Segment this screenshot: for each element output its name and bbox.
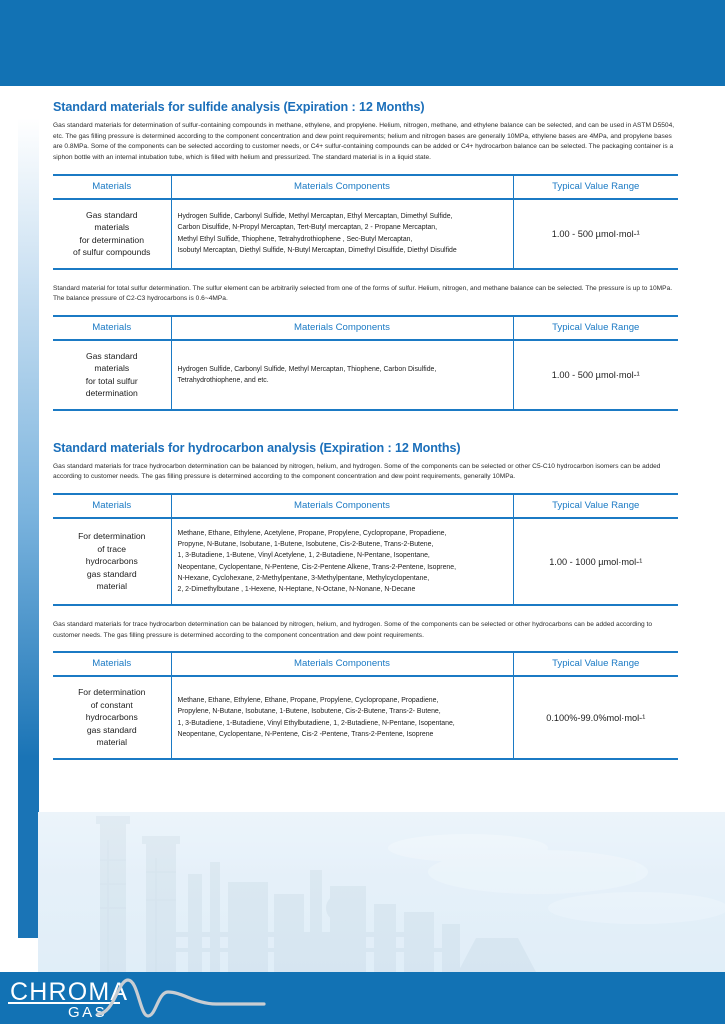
cell-materials: For determination of constant hydrocarbons gas standard material (53, 676, 171, 758)
logo-wordmark: CHROMA (10, 978, 129, 1006)
section-sulfide-analysis (53, 100, 678, 270)
table-row (53, 340, 678, 410)
table-header-row (53, 652, 678, 676)
section-total-sulfur (53, 284, 678, 411)
section-description: Gas standard materials for trace hydrocarbon determination can be balanced by nitrogen, helium, and hydrogen. Some of the components can be selected or other hydrocarbons can be added according to customer needs. The gas filling pressure is determined according to the component concentration and dew point requirements. (53, 621, 653, 639)
refinery-illustration (38, 812, 725, 972)
table-header-row (53, 316, 678, 340)
cell-range: 0.100%-99.0%mol·mol-¹ (513, 676, 678, 758)
section-description: Standard material for total sulfur determination. The sulfur element can be arbitrarily selected from one of the forms of sulfur. Helium, nitrogen, and methane balance can be selected. The pressure is up to 10MPa. The balance pressure of C2-C3 hydrocarbons is 0.6~4MPa. (53, 284, 673, 303)
section-description: Gas standard materials for trace hydrocarbon determination can be balanced by nitrogen, helium, and hydrogen. Some of the components can be selected or other C5-C10 hydrocarbon isomers can be added according to customer needs. The gas filling pressure is determined according to the component concentration and dew point requirements, generally 10MPa. (53, 462, 661, 481)
column-header-range: Typical Value Range (513, 175, 678, 199)
cell-materials: Gas standard materials for determination of sulfur compounds (53, 199, 171, 269)
chromatogram-wave-icon (96, 974, 266, 1022)
column-header-materials: Materials (53, 316, 171, 340)
section-description: Gas standard materials for determination of sulfur-containing compounds in methane, ethylene, and propylene. Helium, nitrogen, methane, and ethylene balance can be selected, and can be used in ASTM D5504, etc. The gas filling pressure is determined according to the component concentration and dew point requirements; helium and nitrogen bases are generally 10MPa, ethylene bases are 4MPa, and propylene bases are 0.8MPa. Some of the components can be selected according to customer needs, or C4+ sulfur-containing compounds can be added or C4+ hydrocarbon balance can be selected. The packaging container is a siphon bottle with an internal intubation tube, which is filled with helium and pressurized. The standard material is in a liquid state. (53, 122, 675, 162)
column-header-range: Typical Value Range (513, 316, 678, 340)
cell-components: Methane, Ethane, Ethylene, Ethane, Propane, Propylene, Cyclopropane, Propadiene, Propylene, N-Butane, Isobutane, 1-Butene, Isobutene, Cis-2-Butene, Trans-2- Butene, 1, 3-Butadiene, 1-Butadiene, Vinyl Ethylbutadiene, 1, 2-Butadiene, N-Pentane, Isopentane, Neopentane, Cyclopentane, N-Pentene, Cis-2 -Pentene, Trans-2-Pentene, Isoprene (171, 676, 513, 758)
column-header-materials: Materials (53, 652, 171, 676)
refinery-background-photo (38, 812, 725, 972)
cell-materials: For determination of trace hydrocarbons gas standard material (53, 518, 171, 605)
column-header-materials: Materials (53, 175, 171, 199)
spacer (53, 606, 678, 620)
section-constant-hydrocarbons (53, 620, 678, 760)
column-header-components: Materials Components (171, 175, 513, 199)
table-header-row (53, 175, 678, 199)
header-band (0, 0, 725, 86)
cell-components: Methane, Ethane, Ethylene, Acetylene, Propane, Propylene, Cyclopropane, Propadiene, Propyne, N-Butane, Isobutane, 1-Butene, Isobutene, Cis-2-Butene, Trans-2-Butene, 1, 3-Butadiene, 1-Butene, Vinyl Acetylene, 1, 2-Butadiene, N-Pentane, Isopentane, Neopentane, Cyclopentane, N-Pentene, Cis-2-Pentene Alkene, Trans-2-Pentene, Isoprene, N-Hexane, Cyclohexane, 2-Methylpentane, 3-Methylpentane, Methylcyclopentane, 2, 2-Dimethylbutane , 1-Hexene, N-Heptane, N-Octane, N-Nonane, N-Decane (171, 518, 513, 605)
column-header-materials: Materials (53, 494, 171, 518)
cell-components: Hydrogen Sulfide, Carbonyl Sulfide, Methyl Mercaptan, Thiophene, Carbon Disulfide, Tetrahydrothiophene, and etc. (171, 340, 513, 410)
cell-components: Hydrogen Sulfide, Carbonyl Sulfide, Methyl Mercaptan, Ethyl Mercaptan, Dimethyl Sulfide, Carbon Disulfide, N-Propyl Mercaptan, Tert-Butyl mercaptan, 2 - Propane Mercaptan, Methyl Ethyl Sulfide, Thiophene, Tetrahydrothiophene , Sec-Butyl Mercaptan, Isobutyl Mercaptan, Diethyl Sulfide, N-Butyl Mercaptan, Dimethyl Disulfide, Diethyl Disulfide (171, 199, 513, 269)
table-header-row (53, 494, 678, 518)
logo-subtext: GAS (68, 1004, 108, 1021)
left-accent-strip (18, 118, 39, 938)
table-row (53, 676, 678, 758)
column-header-components: Materials Components (171, 494, 513, 518)
document-content (53, 100, 678, 760)
spec-table-total-sulfur (53, 315, 678, 411)
cell-materials: Gas standard materials for total sulfur determination (53, 340, 171, 410)
spec-table-sulfur-compounds (53, 174, 678, 270)
column-header-components: Materials Components (171, 316, 513, 340)
table-row (53, 518, 678, 605)
spacer (53, 270, 678, 284)
column-header-range: Typical Value Range (513, 494, 678, 518)
section-hydrocarbon-analysis (53, 441, 678, 606)
cell-range: 1.00 - 1000 µmol·mol-¹ (513, 518, 678, 605)
table-row (53, 199, 678, 269)
spec-table-constant-hydrocarbons (53, 651, 678, 759)
column-header-range: Typical Value Range (513, 652, 678, 676)
cell-range: 1.00 - 500 µmol·mol-¹ (513, 340, 678, 410)
spacer (53, 411, 678, 441)
section-title: Standard materials for sulfide analysis (Expiration : 12 Months) (53, 100, 425, 114)
cell-range: 1.00 - 500 µmol·mol-¹ (513, 199, 678, 269)
section-title: Standard materials for hydrocarbon analysis (Expiration : 12 Months) (53, 440, 461, 455)
logo (8, 976, 268, 1022)
column-header-components: Materials Components (171, 652, 513, 676)
spec-table-trace-hydrocarbons (53, 493, 678, 606)
